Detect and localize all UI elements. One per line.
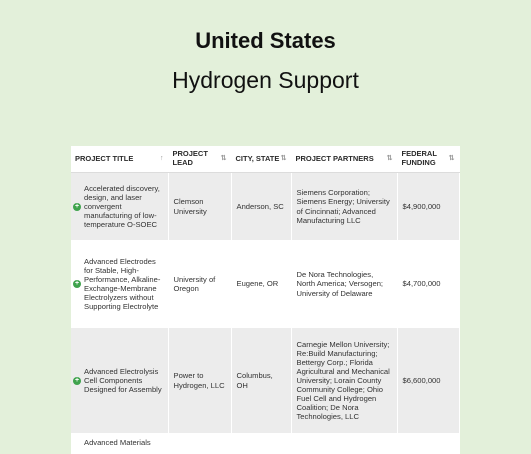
cell-project-partners: De Nora Technologies, North America; Versogen; University of Delaware [291,241,397,328]
column-header-project-title[interactable] [71,146,168,173]
cell-project-lead [168,434,231,454]
cell-project-title [71,328,168,434]
sort-arrows-icon: ⇅ [448,154,455,162]
cell-city-state: Columbus, OH [231,328,291,434]
column-header-label: PROJECT LEAD [172,149,208,167]
cell-city-state: Eugene, OR [231,241,291,328]
cell-text: Accelerated discovery, design, and laser convergent manufacturing of low-temperature O-SOEC [84,183,160,230]
table-row [71,328,459,434]
cell-text: Advanced Materials [84,438,151,447]
sort-arrows-icon: ⇅ [220,154,227,162]
column-header-city-state[interactable] [231,146,291,173]
cell-federal-funding: $4,900,000 [397,173,459,241]
table-row [71,241,459,328]
cell-text: Advanced Electrodes for Stable, High-Performance, Alkaline-Exchange-Membrane Electrolyzers without Supporting Electrolyte [84,256,161,312]
cell-project-title [71,241,168,328]
column-header-label: CITY, STATE [235,153,280,163]
table-row [71,434,459,454]
cell-project-lead: Clemson University [168,173,231,241]
expand-row-icon[interactable]: + [74,280,80,287]
column-header-project-lead[interactable] [168,146,231,173]
cell-project-partners: Siemens Corporation; Siemens Energy; University of Cincinnati; Advanced Manufacturing LLC [291,173,397,241]
cell-project-partners: Carnegie Mellon University; Re:Build Manufacturing; Bettergy Corp.; Florida Agricultural and Mechanical University; Lorain County Community College; Ohio Fuel Cell and Hydrogen Coalition; De Nora Technologies, LLC [291,328,397,434]
cell-federal-funding: $6,600,000 [397,328,459,434]
table-header-row [71,146,459,173]
cell-project-lead: Power to Hydrogen, LLC [168,328,231,434]
column-header-project-partners[interactable] [291,146,397,173]
cell-federal-funding [397,434,459,454]
expand-row-icon[interactable]: + [74,202,80,210]
column-header-label: PROJECT TITLE [75,153,134,163]
cell-project-lead: University of Oregon [168,241,231,328]
cell-project-partners [291,434,397,454]
sort-arrows-icon: ⇅ [280,154,287,162]
projects-table [71,146,460,454]
page-title: United States [195,28,336,53]
sort-arrows-icon: ⇅ [386,154,393,162]
cell-city-state [231,434,291,454]
cell-federal-funding: $4,700,000 [397,241,459,328]
sort-arrow-icon: ↑ [160,154,164,162]
column-header-federal-funding[interactable] [397,146,459,173]
cell-text: Advanced Electrolysis Cell Components Designed for Assembly [84,366,162,395]
projects-table-container [71,146,459,454]
expand-row-icon[interactable]: + [74,376,80,384]
cell-city-state: Anderson, SC [231,173,291,241]
table-row [71,173,459,241]
cell-project-title [71,173,168,241]
page-subtitle: Hydrogen Support [172,67,359,93]
cell-project-title [71,434,168,454]
column-header-label: FEDERAL FUNDING [401,149,437,167]
column-header-label: PROJECT PARTNERS [295,153,374,163]
